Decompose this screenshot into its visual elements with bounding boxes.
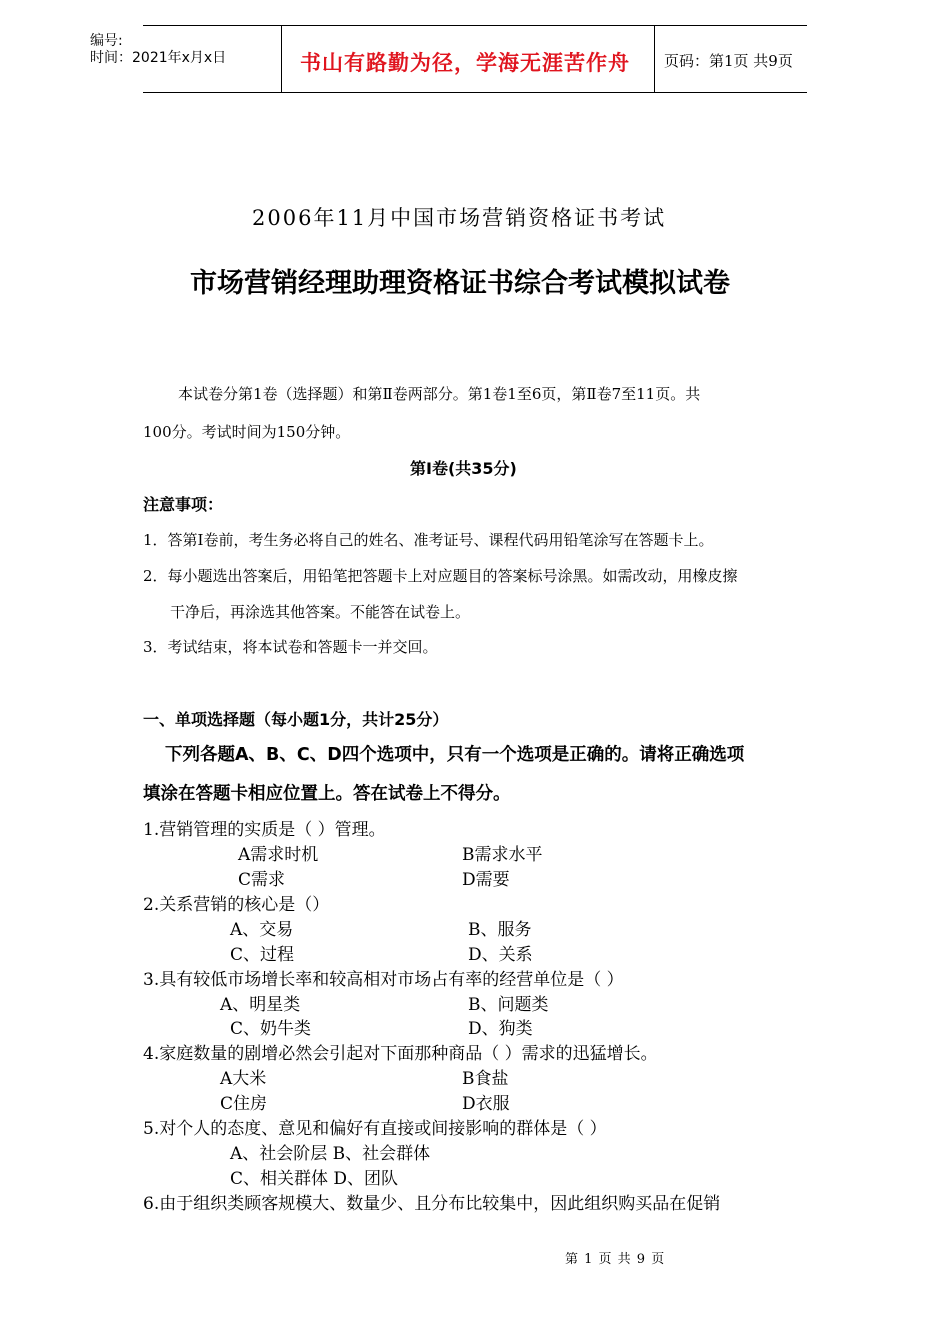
intro-line-2: 100分。考试时间为150分钟。 (143, 423, 351, 441)
question-5-options-cd: C、相关群体 D、团队 (230, 1169, 399, 1189)
header-divider-left (281, 25, 282, 92)
question-3-stem: 3.具有较低市场增长率和较高相对市场占有率的经营单位是（ ） (143, 970, 624, 990)
note-2-line-2: 干净后，再涂选其他答案。不能答在试卷上。 (170, 603, 471, 621)
question-6-stem: 6.由于组织类顾客规模大、数量少、且分布比较集中，因此组织购买品在促销 (143, 1194, 721, 1214)
document-number-label: 编号: (90, 33, 123, 49)
section-1-instruction-line-1: 下列各题A、B、C、D四个选项中，只有一个选项是正确的。请将正确选项 (165, 745, 745, 765)
question-2-option-c: C、过程 (230, 945, 295, 965)
exam-title: 市场营销经理助理资格证书综合考试模拟试卷 (190, 268, 730, 299)
note-1: 1．答第Ⅰ卷前，考生务必将自己的姓名、准考证号、课程代码用铅笔涂写在答题卡上。 (143, 531, 714, 549)
question-4-stem: 4.家庭数量的剧增必然会引起对下面那种商品（ ）需求的迅猛增长。 (143, 1044, 658, 1064)
question-2-option-a: A、交易 (230, 920, 294, 940)
section-1-title: 一、单项选择题（每小题1分，共计25分） (143, 710, 449, 729)
question-4-option-c: C住房 (220, 1094, 268, 1114)
question-2-option-b: B、服务 (468, 920, 532, 940)
question-1-option-a: A需求时机 (238, 845, 319, 865)
question-4-option-a: A大米 (220, 1069, 267, 1089)
intro-line-1: 本试卷分第1卷（选择题）和第Ⅱ卷两部分。第1卷1至6页，第Ⅱ卷7至11页。共 (178, 385, 701, 403)
document-time-label: 时间：2021年x月x日 (90, 50, 227, 66)
header-divider-right (654, 25, 655, 92)
question-5-options-ab: A、社会阶层 B、社会群体 (230, 1144, 431, 1164)
note-2-line-1: 2．每小题选出答案后，用铅笔把答题卡上对应题目的答案标号涂黑。如需改动，用橡皮擦 (143, 567, 738, 585)
question-2-stem: 2.关系营销的核心是（） (143, 895, 330, 915)
header-page-info: 页码：第1页 共9页 (664, 52, 793, 70)
question-1-stem: 1.营销管理的实质是（ ）管理。 (143, 820, 386, 840)
question-3-option-d: D、狗类 (468, 1019, 533, 1039)
exam-subtitle: 2006年11月中国市场营销资格证书考试 (252, 206, 667, 230)
question-3-option-a: A、明星类 (220, 995, 301, 1015)
question-1-option-c: C需求 (238, 870, 286, 890)
section-1-instruction-line-2: 填涂在答题卡相应位置上。答在试卷上不得分。 (143, 784, 511, 804)
notes-title: 注意事项： (143, 495, 224, 514)
question-5-stem: 5.对个人的态度、意见和偏好有直接或间接影响的群体是（ ） (143, 1119, 607, 1139)
question-3-option-c: C、奶牛类 (230, 1019, 312, 1039)
question-3-option-b: B、问题类 (468, 995, 549, 1015)
header-motto: 书山有路勤为径，学海无涯苦作舟 (300, 51, 630, 75)
part-title: 第Ⅰ卷(共35分) (410, 459, 517, 478)
header-bottom-rule (143, 92, 807, 93)
note-3: 3．考试结束，将本试卷和答题卡一并交回。 (143, 638, 438, 656)
question-2-option-d: D、关系 (468, 945, 533, 965)
question-1-option-d: D需要 (462, 870, 510, 890)
question-4-option-b: B食盐 (462, 1069, 509, 1089)
question-4-option-d: D衣服 (462, 1094, 510, 1114)
header-top-rule (143, 25, 807, 26)
footer-page-number: 第 1 页 共 9 页 (565, 1252, 666, 1267)
question-1-option-b: B需求水平 (462, 845, 543, 865)
